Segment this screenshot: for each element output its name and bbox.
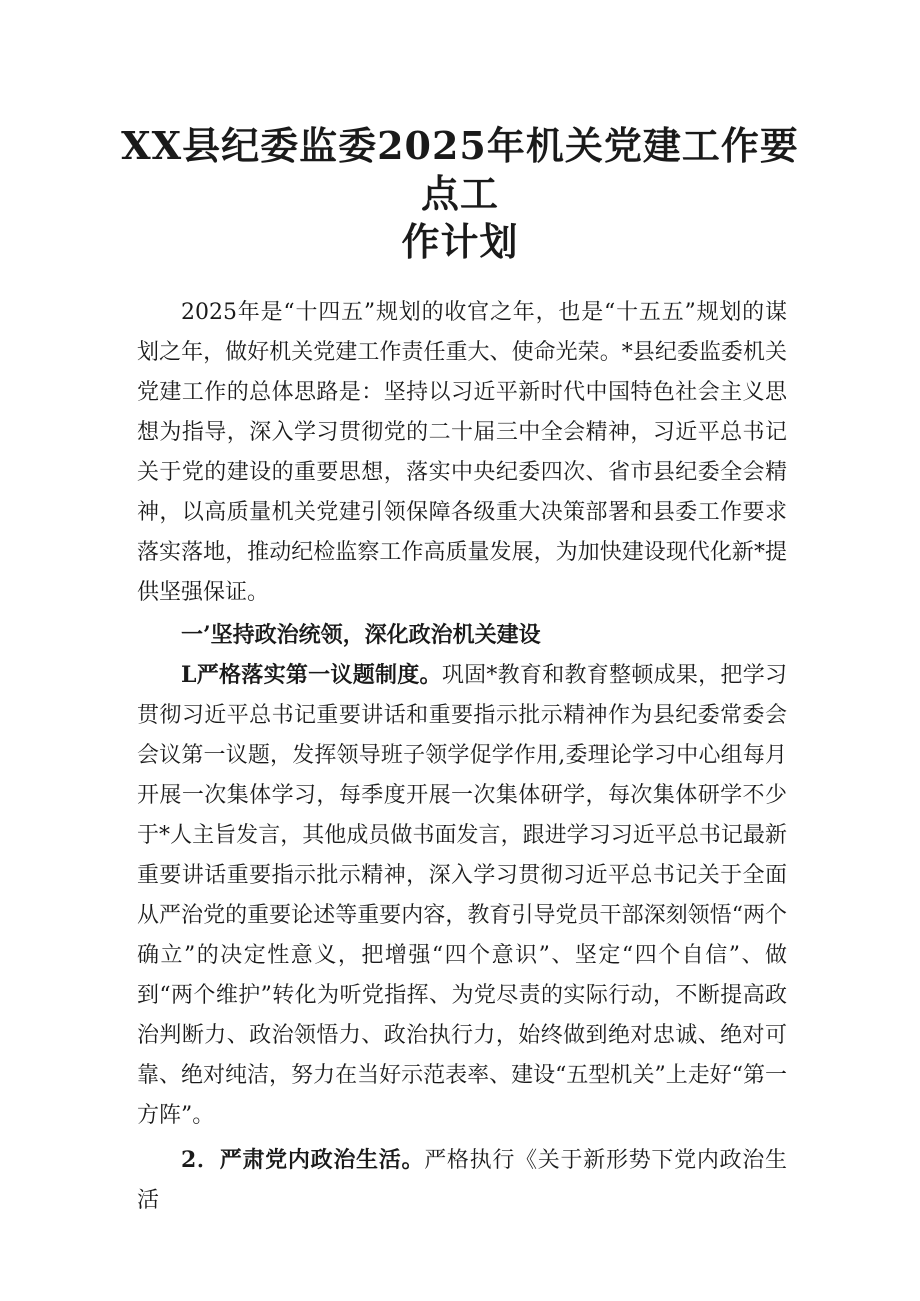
item-1-lead: L严格落实第一议题制度。 [181,662,442,688]
item-2-paragraph [137,1140,787,1221]
document-body [137,293,787,1221]
title-line-1: XX县纪委监委2025年机关党建工作要点工 [121,123,799,216]
document-title [120,122,800,266]
section-1-heading: 一’坚持政治统领，深化政治机关建设 [181,622,541,648]
item-2-lead: 2．严肃党内政治生活。 [181,1147,425,1173]
title-line-2: 作计划 [401,219,519,264]
item-1-paragraph [137,655,787,1136]
item-2-text: 严格执行《关于新形势下党内政治生活 [137,1148,787,1213]
item-1-text: 巩固*教育和教育整顿成果，把学习贯彻习近平总书记重要讲话和重要指示批示精神作为县纪委常委会会议第一议题，发挥领导班子领学促学作用,委理论学习中心组每月开展一次集体学习，每季度开展一次集体研学，每次集体研学不少于*人主旨发言，其他成员做书面发言，跟进学习习近平总书记最新重要讲话重要指示批示精神，深入学习贯彻习近平总书记关于全面从严治党的重要论述等重要内容，教育引导党员干部深刻领悟“两个确立”的决定性意义，把增强“四个意识”、坚定“四个自信”、做到“两个维护”转化为听党指挥、为党尽责的实际行动，不断提高政治判断力、政治领悟力、政治执行力，始终做到绝对忠诚、绝对可靠、绝对纯洁，努力在当好示范表率、建设“五型机关”上走好“第一方阵”。 [137,663,787,1128]
intro-paragraph: 2025年是“十四五”规划的收官之年，也是“十五五”规划的谋划之年，做好机关党建工作责任重大、使命光荣。*县纪委监委机关党建工作的总体思路是：坚持以习近平新时代中国特色社会主义思想为指导，深入学习贯彻党的二十届三中全会精神，习近平总书记关于党的建设的重要思想，落实中央纪委四次、省市县纪委全会精神，以高质量机关党建引领保障各级重大决策部署和县委工作要求落实落地，推动纪检监察工作高质量发展，为加快建设现代化新*提供坚强保证。 [137,300,787,605]
